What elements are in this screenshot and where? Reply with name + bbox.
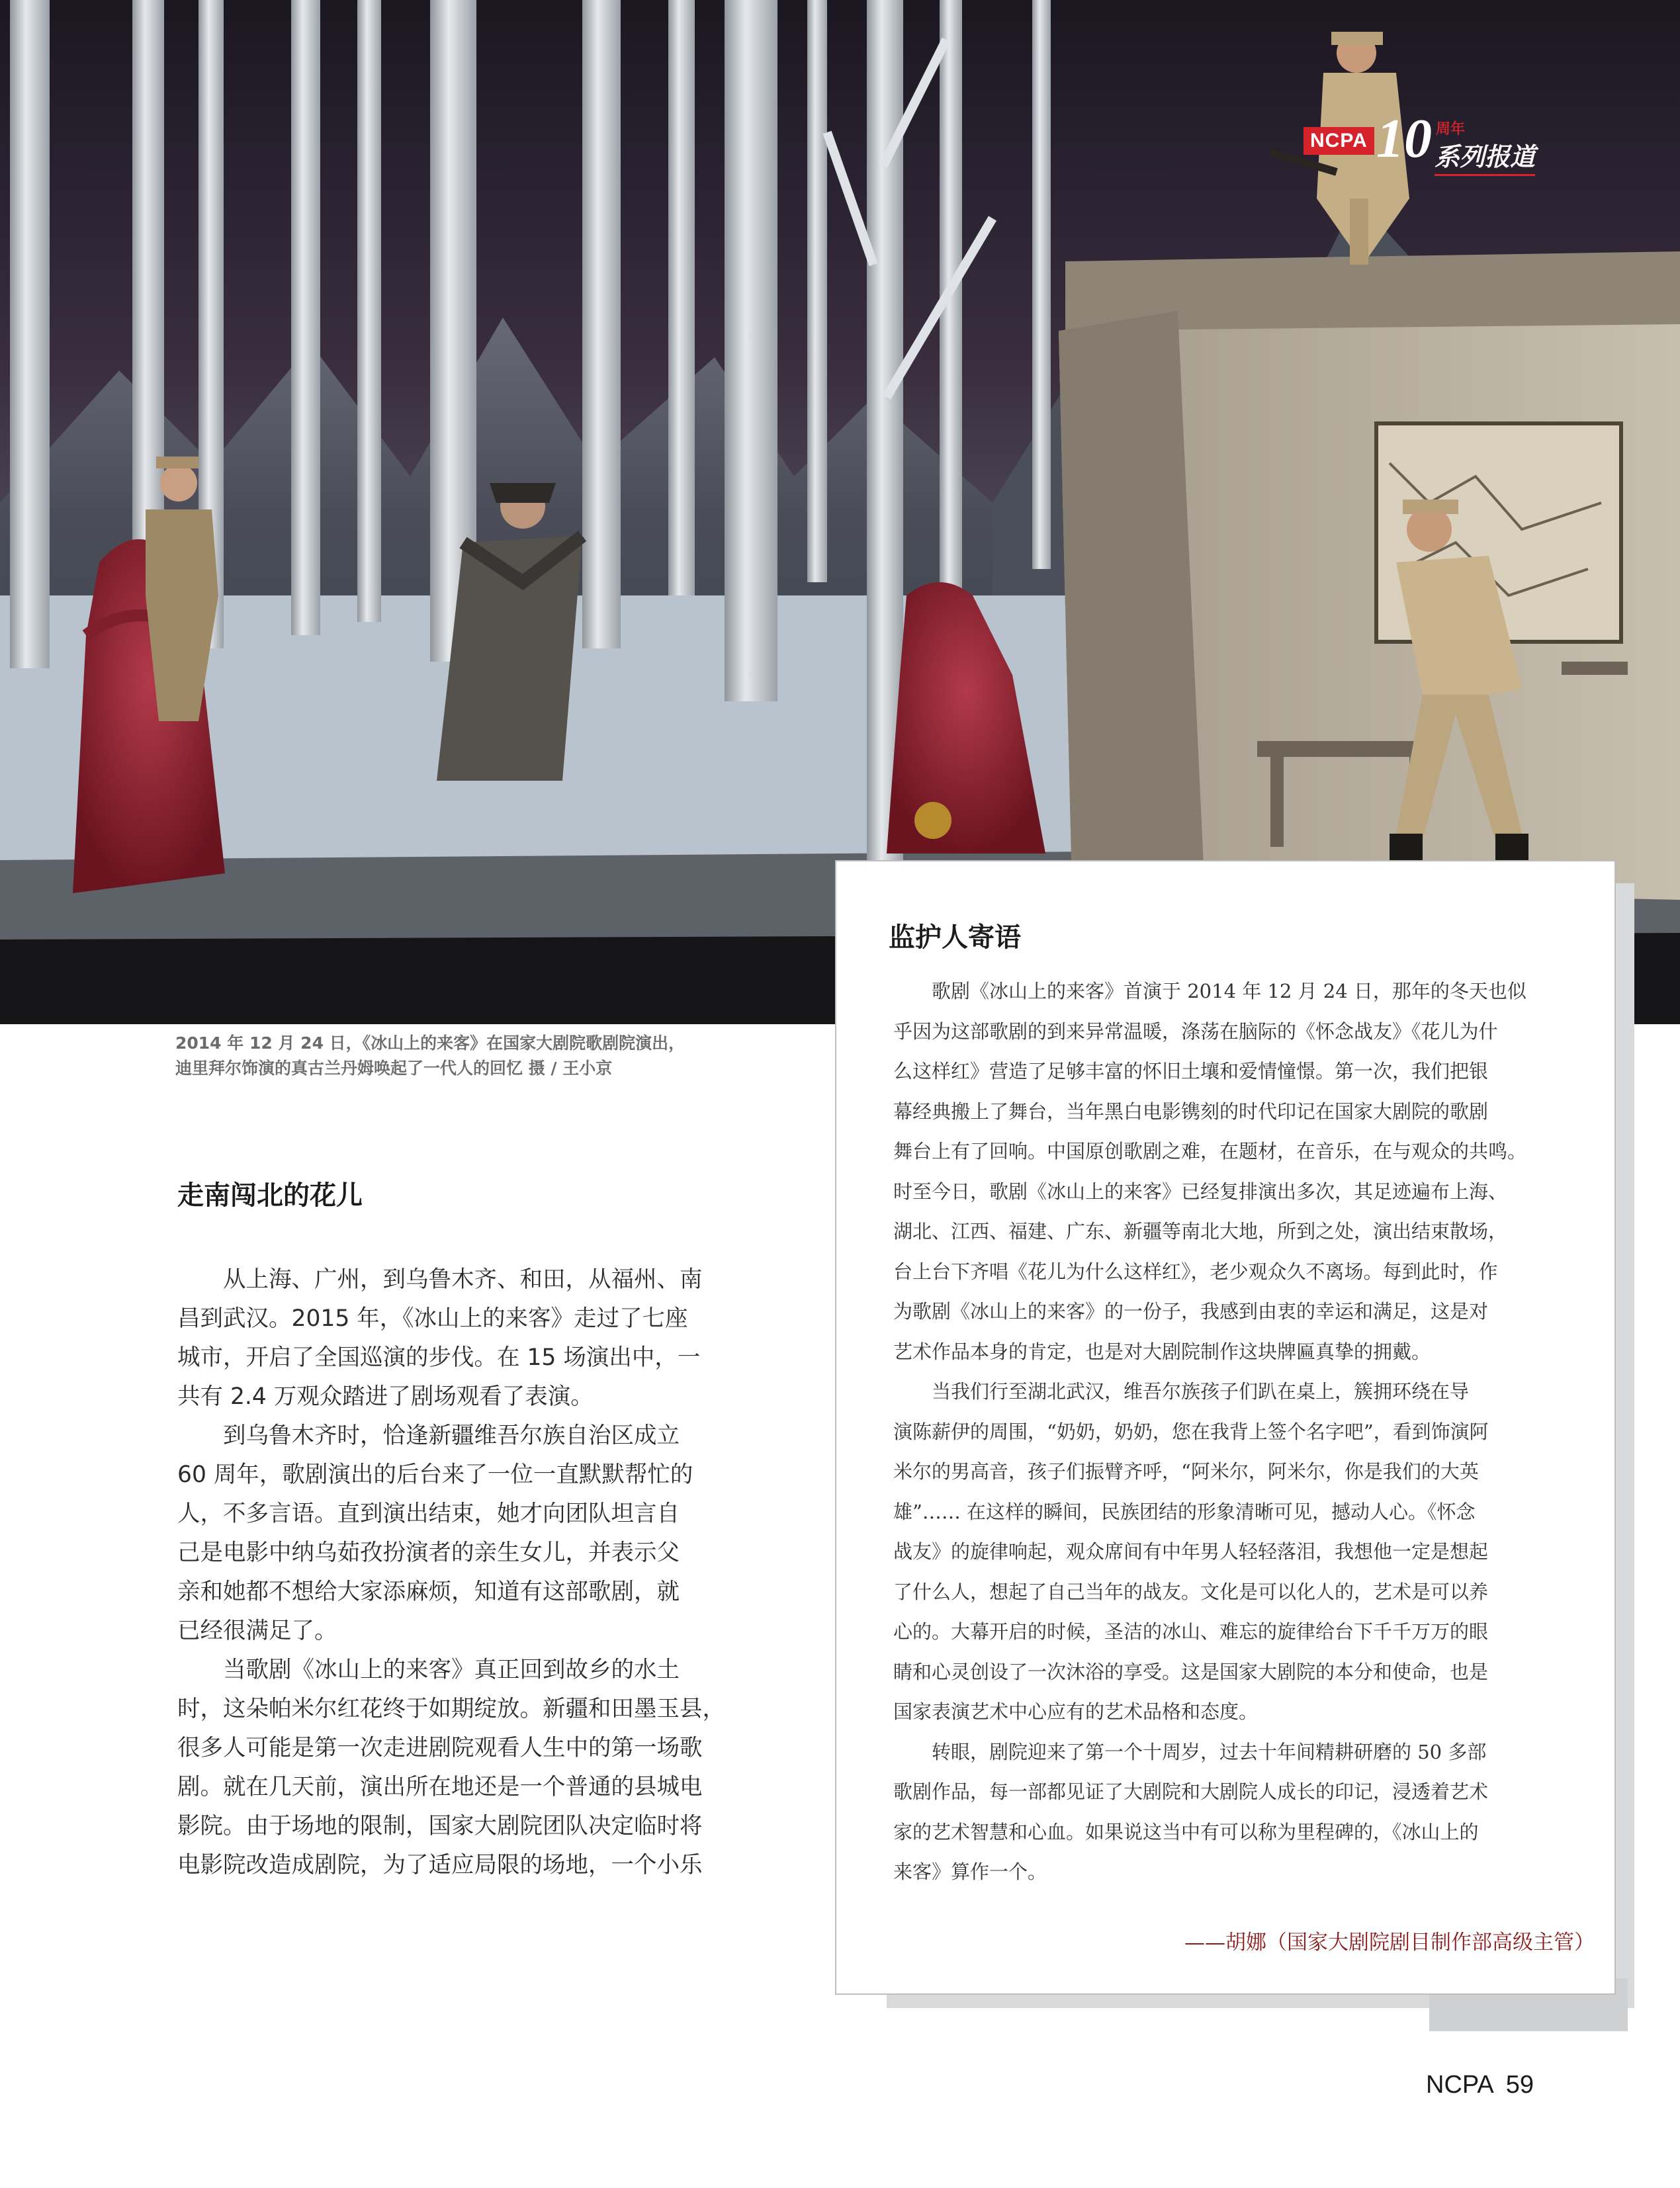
- article-line: 当歌剧《冰山上的来客》真正回到故乡的水土: [177, 1657, 680, 1683]
- note-line: 乎因为这部歌剧的到来异常温暖，涤荡在脑际的《怀念战友》《花儿为什: [893, 1020, 1498, 1043]
- note-line: 米尔的男高音，孩子们振臂齐呼，“阿米尔，阿米尔，你是我们的大英: [893, 1460, 1479, 1483]
- badge-ncpa-label: NCPA: [1304, 127, 1374, 155]
- article-line: 已经很满足了。: [177, 1618, 337, 1644]
- note-line: 为歌剧《冰山上的来客》的一份子，我感到由衷的幸运和满足，这是对: [893, 1300, 1489, 1323]
- note-line: 幕经典搬上了舞台，当年黑白电影镌刻的时代印记在国家大剧院的歌剧: [893, 1100, 1489, 1123]
- badge-years-label: 周年: [1436, 121, 1466, 138]
- photo-caption: [175, 1031, 791, 1081]
- article-line: 很多人可能是第一次走进剧院观看人生中的第一场歌: [177, 1735, 703, 1761]
- note-line: 台上台下齐唱《花儿为什么这样红》，老少观众久不离场。每到此时，作: [893, 1260, 1498, 1283]
- article-line: 从上海、广州，到乌鲁木齐、和田，从福州、南: [177, 1266, 703, 1293]
- caption-line: 2014 年 12 月 24 日，《冰山上的来客》在国家大剧院歌剧院演出，: [175, 1033, 685, 1053]
- note-line: 歌剧作品，每一部都见证了大剧院和大剧院人成长的印记，浸透着艺术: [893, 1780, 1489, 1803]
- note-line: 国家表演艺术中心应有的艺术品格和态度。: [893, 1700, 1259, 1723]
- note-line: 心的。大幕开启的时候，圣洁的冰山、难忘的旋律给台下千千万万的眼: [893, 1620, 1489, 1643]
- note-body: [893, 971, 1581, 1892]
- footer-brand: NCPA: [1426, 2071, 1494, 2099]
- note-line: 湖北、江西、福建、广东、新疆等南北大地，所到之处，演出结束散场，: [893, 1220, 1508, 1243]
- hut: [1059, 251, 1680, 900]
- article-line: 剧。就在几天前，演出所在地还是一个普通的县城电: [177, 1774, 703, 1800]
- ncpa-10-anniversary-badge: [1304, 108, 1568, 176]
- article-line: 60 周年，歌剧演出的后台来了一位一直默默帮忙的: [177, 1462, 693, 1488]
- article-body: [177, 1260, 773, 1885]
- article-line: 电影院改造成剧院，为了适应局限的场地，一个小乐: [177, 1852, 703, 1878]
- note-line: 舞台上有了回响。中国原创歌剧之难，在题材，在音乐，在与观众的共鸣。: [893, 1140, 1527, 1162]
- badge-series-label: 系列报道: [1435, 136, 1535, 176]
- note-line: 时至今日，歌剧《冰山上的来客》已经复排演出多次，其足迹遍布上海、: [893, 1180, 1508, 1203]
- note-title: 监护人寄语: [889, 922, 1021, 953]
- page-footer: [1426, 2071, 1546, 2099]
- article-line: 亲和她都不想给大家添麻烦，知道有这部歌剧，就: [177, 1579, 680, 1605]
- note-line: 么这样红》营造了足够丰富的怀旧土壤和爱情憧憬。第一次，我们把银: [893, 1060, 1489, 1082]
- note-line: 歌剧《冰山上的来客》首演于 2014 年 12 月 24 日，那年的冬天也似: [893, 980, 1526, 1002]
- article-line: 时，这朵帕米尔红花终于如期绽放。新疆和田墨玉县，: [177, 1696, 725, 1722]
- note-line: 当我们行至湖北武汉，维吾尔族孩子们趴在桌上，簇拥环绕在导: [893, 1380, 1470, 1403]
- article-line: 人，不多言语。直到演出结束，她才向团队坦言自: [177, 1501, 680, 1527]
- article-line: 城市，开启了全国巡演的步伐。在 15 场演出中，一: [177, 1344, 701, 1371]
- article-section-title: 走南闯北的花儿: [177, 1180, 363, 1211]
- badge-ten-label: 10: [1376, 108, 1432, 169]
- note-line: 战友》的旋律响起，观众席间有中年男人轻轻落泪，我想他一定是想起: [893, 1540, 1489, 1563]
- note-line: 睛和心灵创设了一次沐浴的享受。这是国家大剧院的本分和使命，也是: [893, 1660, 1489, 1683]
- article-line: 影院。由于场地的限制，国家大剧院团队决定临时将: [177, 1813, 703, 1839]
- page-number: 59: [1505, 2071, 1534, 2099]
- note-line: 了什么人，想起了自己当年的战友。文化是可以化人的，艺术是可以养: [893, 1580, 1489, 1603]
- note-line: 来客》算作一个。: [893, 1860, 1047, 1883]
- caption-line: 迪里拜尔饰演的真古兰丹姆唤起了一代人的回忆 摄 / 王小京: [175, 1059, 613, 1078]
- article-line: 到乌鲁木齐时，恰逢新疆维吾尔族自治区成立: [177, 1422, 680, 1449]
- note-line: 转眼，剧院迎来了第一个十周岁，过去十年间精耕研磨的 50 多部: [893, 1740, 1487, 1763]
- article-line: 共有 2.4 万观众踏进了剧场观看了表演。: [177, 1383, 594, 1410]
- note-line: 艺术作品本身的肯定，也是对大剧院制作这块牌匾真挚的拥戴。: [893, 1340, 1431, 1363]
- note-signature: ——胡娜（国家大剧院剧目制作部高级主管）: [1184, 1931, 1595, 1954]
- article-line: 昌到武汉。2015 年，《冰山上的来客》走过了七座: [177, 1305, 688, 1332]
- note-line: 演陈薪伊的周围，“奶奶，奶奶，您在我背上签个名字吧”，看到饰演阿: [893, 1420, 1489, 1443]
- note-line: 雄”…… 在这样的瞬间，民族团结的形象清晰可见，撼动人心。《怀念: [893, 1500, 1476, 1523]
- article-line: 己是电影中纳乌茹孜扮演者的亲生女儿，并表示父: [177, 1540, 680, 1566]
- note-line: 家的艺术智慧和心血。如果说这当中有可以称为里程碑的，《冰山上的: [893, 1820, 1479, 1843]
